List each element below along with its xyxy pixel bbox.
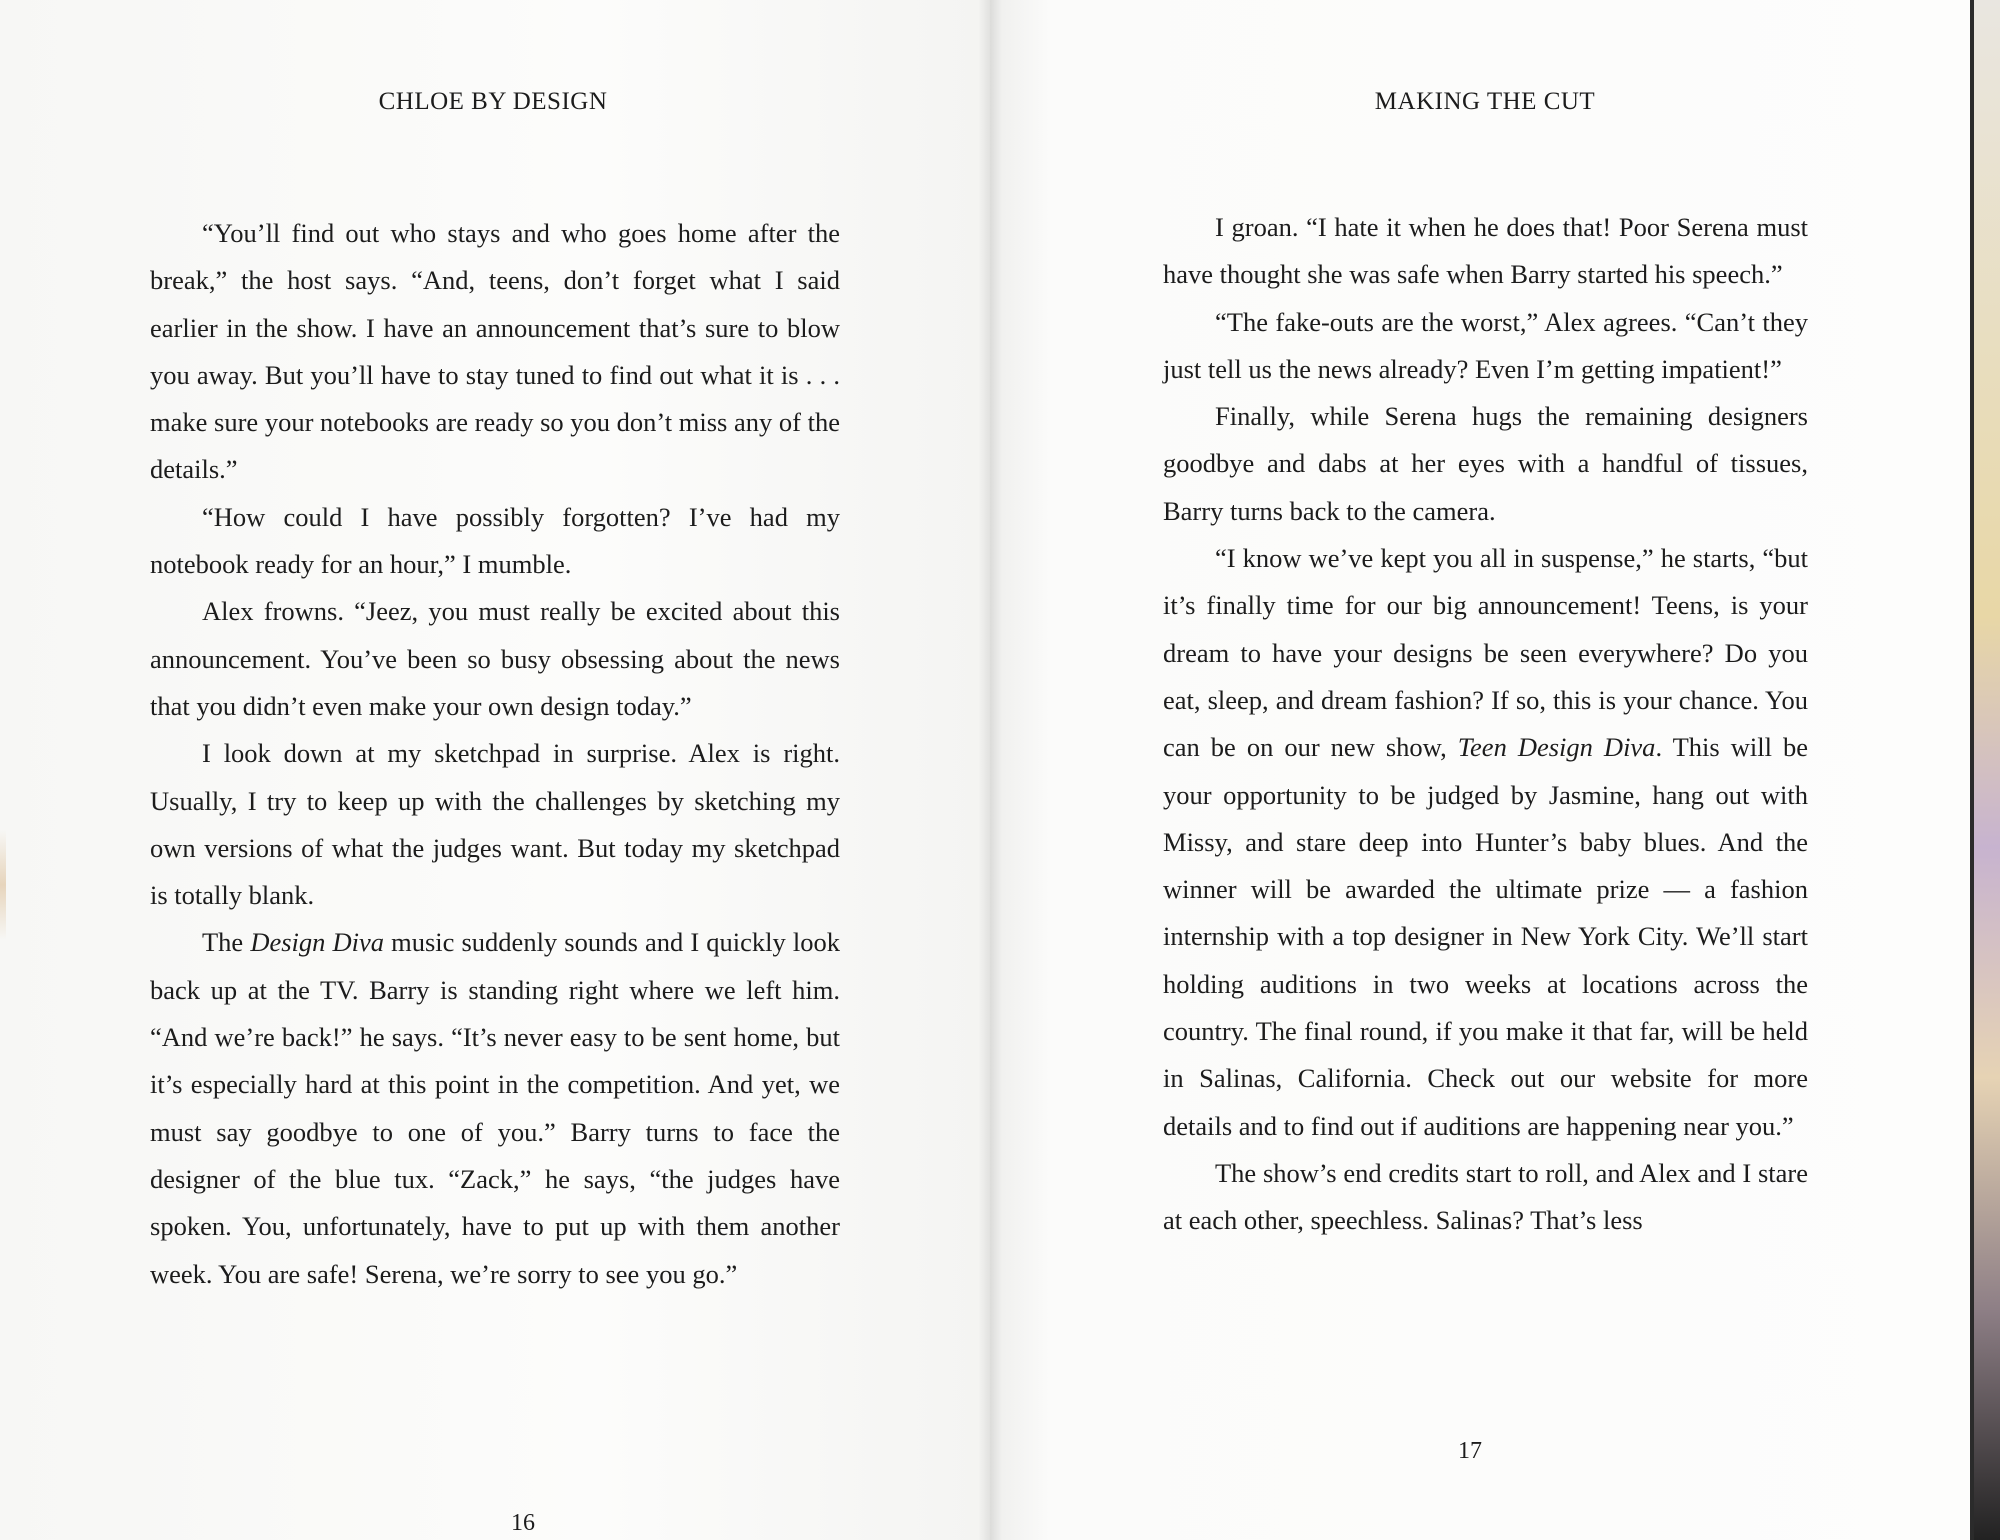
show-title-italic: Design Diva — [250, 927, 384, 958]
paragraph: “The fake-outs are the worst,” Alex agrees. “Can’t they just tell us the news already? Even I’m getting impatient!” — [1163, 306, 1808, 384]
paragraph: Alex frowns. “Jeez, you must really be excited about this announcement. You’ve been so busy obsessing about the news that you didn’t even make your own design today.” — [150, 596, 840, 721]
page-number-right: 17 — [1458, 1438, 1482, 1464]
paragraph: “How could I have possibly forgotten? I’ve had my notebook ready for an hour,” I mumble. — [150, 501, 840, 580]
right-page-body — [1163, 204, 1808, 1245]
page-edge-stain — [0, 830, 6, 940]
paragraph: I groan. “I hate it when he does that! Poor Serena must have thought she was safe when Barry started his speech.” — [1163, 212, 1808, 290]
text-run: The — [202, 927, 251, 958]
page-edge-strip — [1970, 0, 2000, 1540]
text-run: . This will be your opportunity to be judged by Jasmine, hang out with Missy, and stare deep into Hunter’s baby blues. And the winner will be awarded the ultimate prize — a fashion internship with a top designer in New York City. We’ll start holding auditions in two weeks at locations across the country. The final round, if you make it that far, will be held in Salinas, California. Check out our website for more details and to find out if auditions are happening near you.” — [1163, 732, 1808, 1141]
right-page — [990, 0, 1980, 1540]
paragraph: I look down at my sketchpad in surprise. Alex is right. Usually, I try to keep up with the challenges by sketching my own versions of what the judges want. But today my sketchpad is totally blank. — [150, 738, 840, 911]
running-header-right: MAKING THE CUT — [1374, 88, 1596, 115]
text-run: music suddenly sounds and I quickly look back up at the TV. Barry is standing right where we left him. “And we’re back!” he says. “It’s never easy to be sent home, but it’s especially hard at this point in the competition. And yet, we must say goodbye to one of you.” Barry turns to face the designer of the blue tux. “Zack,” he says, “the judges have spoken. You, unfortunately, have to put up with them another week. You are safe! Serena, we’re sorry to see you go.” — [150, 927, 840, 1289]
left-page — [0, 0, 990, 1540]
paragraph: Finally, while Serena hugs the remaining designers goodbye and dabs at her eyes with a handful of tissues, Barry turns back to the camera. — [1163, 401, 1808, 526]
text-run: “I know we’ve kept you all in suspense,” he starts, “but it’s finally time for our big announcement! Teens, is your dream to have your designs be seen everywhere? Do you eat, sleep, and dream fashion? If so, this is your chance. You can be on our new show, — [1163, 543, 1808, 763]
page-number-left: 16 — [511, 1510, 535, 1536]
left-page-body — [150, 210, 840, 1298]
paragraph: “You’ll find out who stays and who goes home after the break,” the host says. “And, teens, don’t forget what I said earlier in the show. I have an announcement that’s sure to blow you away. But you’ll have to stay tuned to find out what it is . . . make sure your notebooks are ready so you don’t miss any of the details.” — [150, 218, 840, 485]
running-header-left: CHLOE BY DESIGN — [378, 88, 608, 115]
paragraph: The show’s end credits start to roll, and Alex and I stare at each other, speechless. Salinas? That’s less — [1163, 1157, 1808, 1236]
paragraph — [150, 919, 840, 1297]
book-gutter — [978, 0, 1002, 1540]
show-title-italic: Teen Design Diva — [1457, 732, 1656, 763]
paragraph — [1163, 535, 1808, 1150]
